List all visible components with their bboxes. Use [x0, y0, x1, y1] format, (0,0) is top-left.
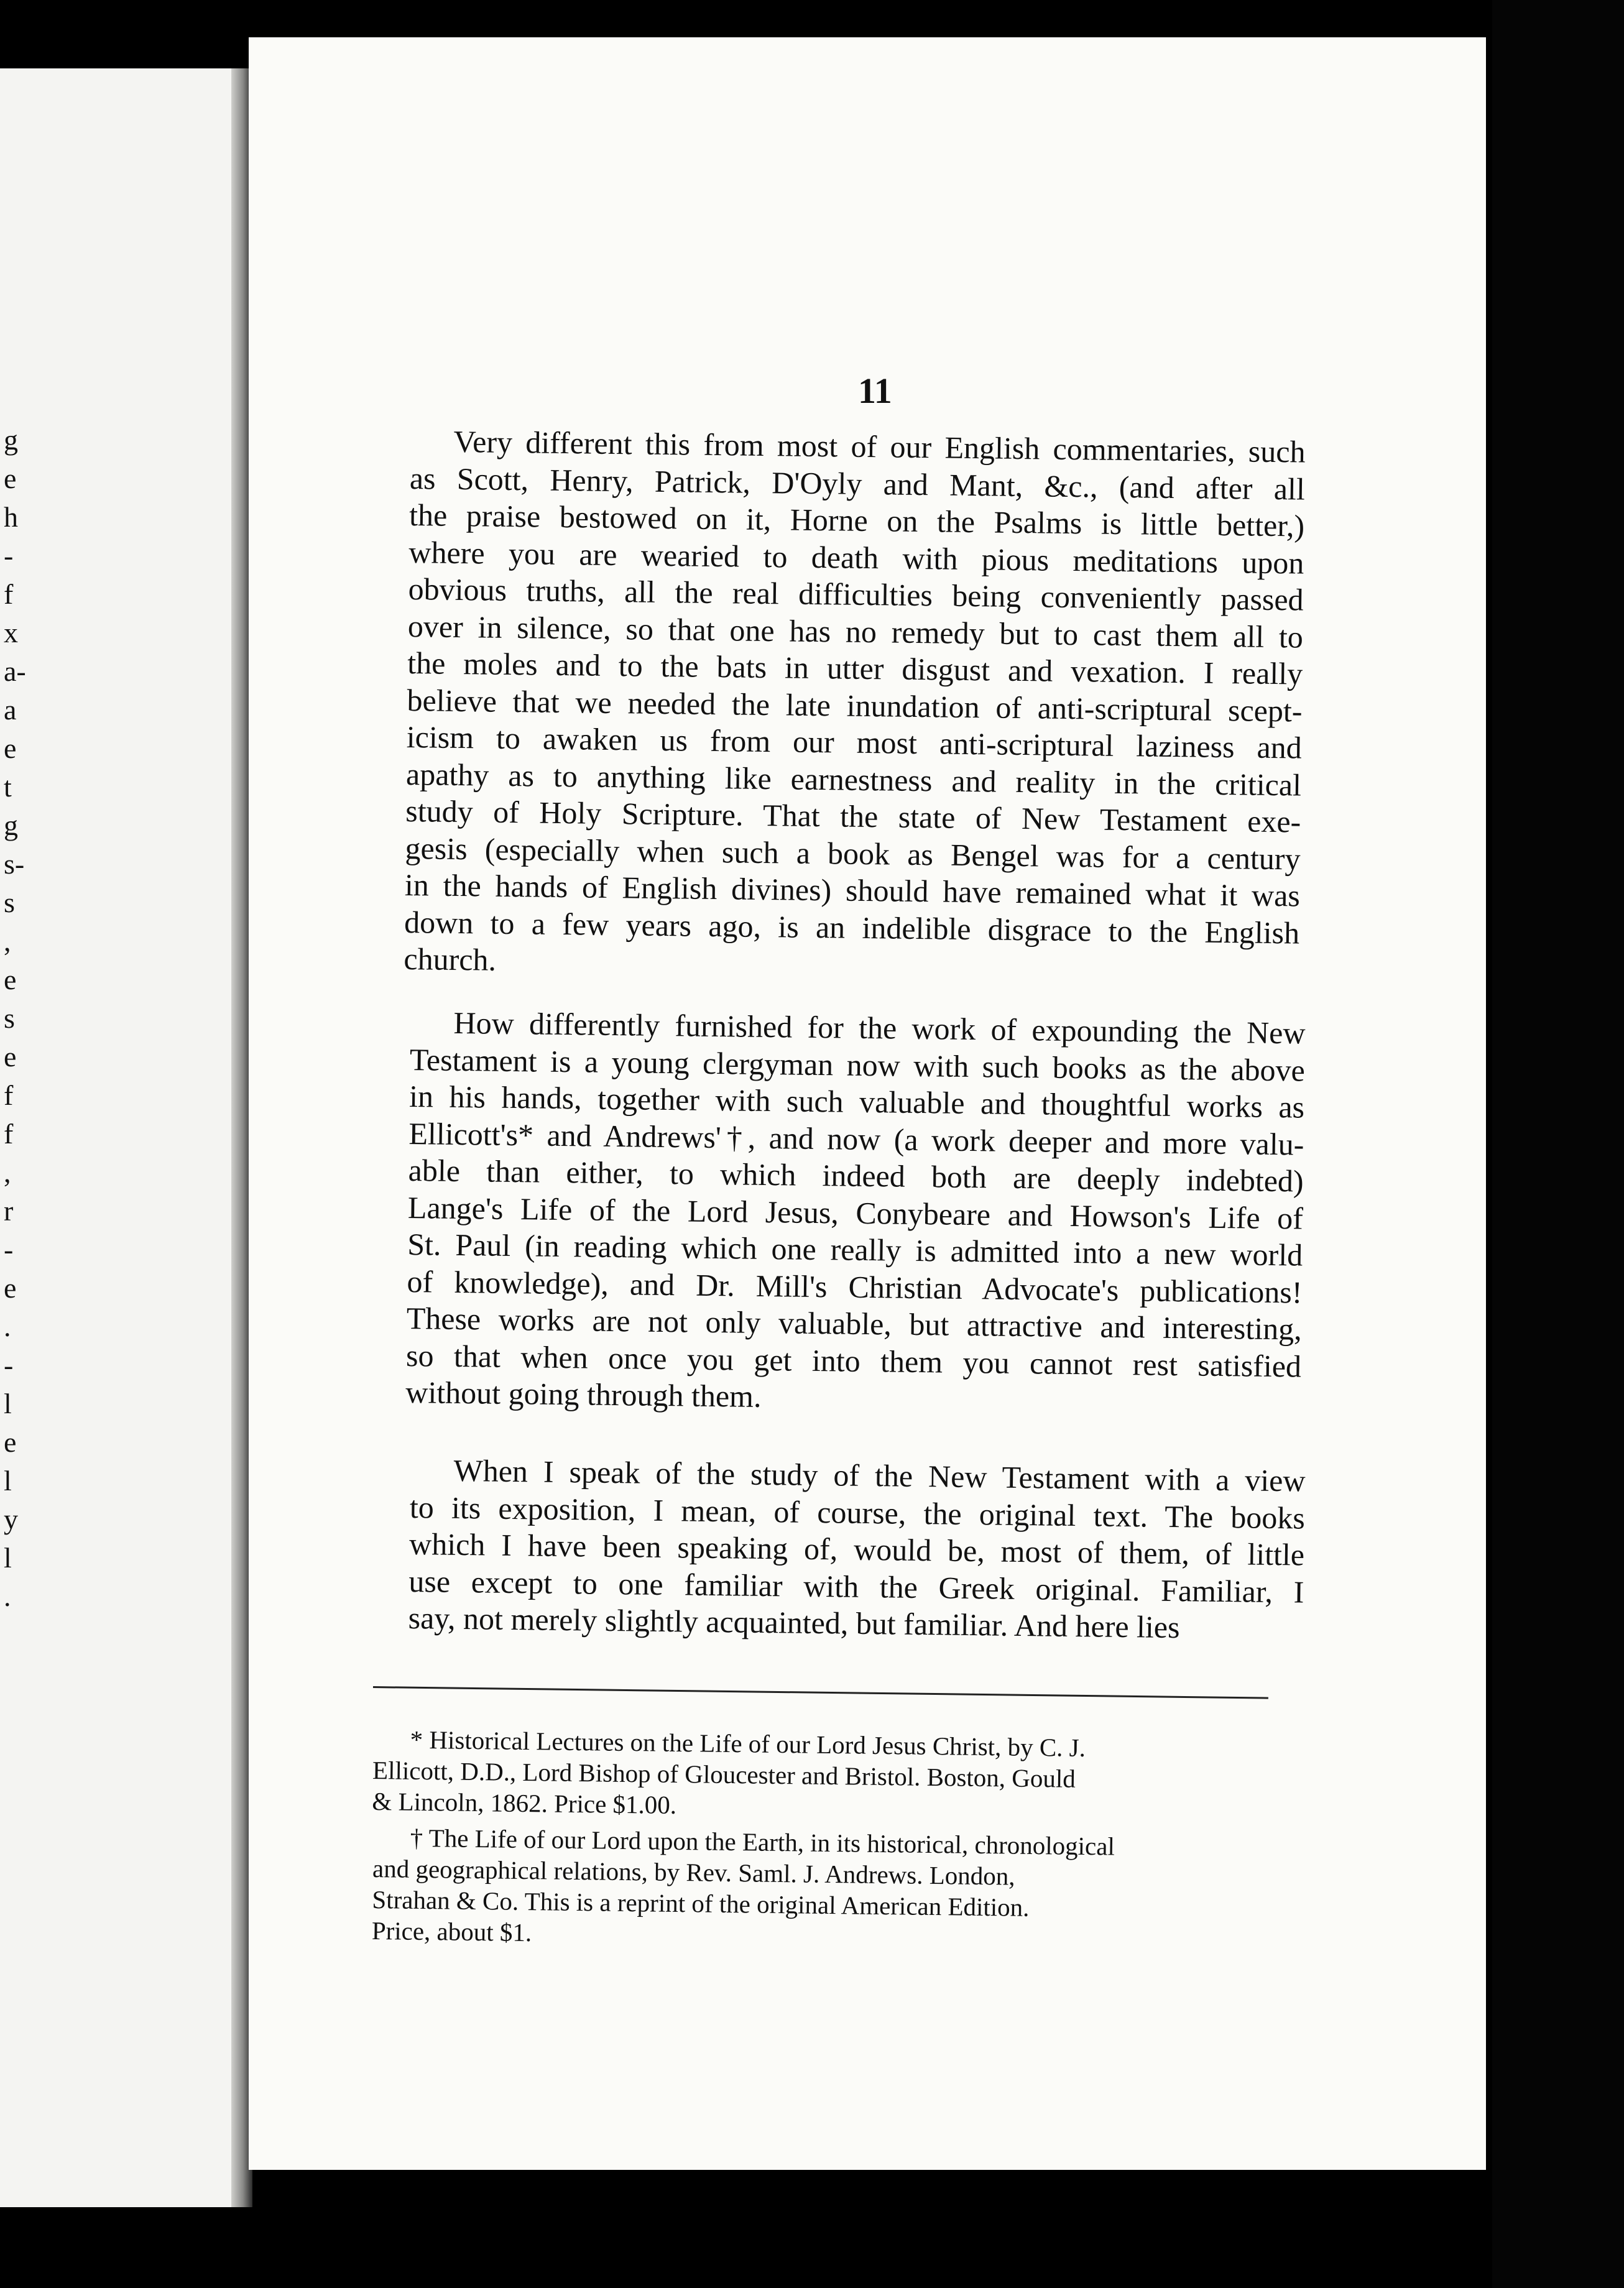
edge-letter: f	[4, 578, 14, 610]
text-line: say, not merely slightly acquainted, but familiar. And here lies	[408, 1600, 1180, 1645]
text-line: icism to awaken us from our most anti-scriptural laziness and	[406, 719, 1303, 765]
facing-page	[0, 68, 239, 2207]
text-line: These works are not only valuable, but attractive and interesting,	[406, 1300, 1303, 1347]
edge-letter: e	[4, 1426, 17, 1458]
edge-letter: y	[4, 1503, 18, 1535]
edge-letter: s	[4, 1002, 15, 1034]
text-line: the praise bestowed on it, Horne on the Psalms is little better,)	[408, 497, 1305, 543]
text-line: where you are wearied to death with pious meditations upon	[408, 534, 1304, 581]
edge-letter: s	[4, 887, 15, 918]
text-line: in his hands, together with such valuable and thoughtful works as	[408, 1078, 1305, 1125]
edge-letter: s-	[4, 848, 25, 880]
edge-letter: ,	[4, 925, 11, 957]
edge-letter: x	[4, 617, 18, 648]
edge-letter: ,	[4, 1156, 11, 1188]
edge-letter: e	[4, 964, 17, 995]
footnote-line: Price, about $1.	[371, 1916, 532, 1947]
text-line: believe that we needed the late inundation of anti-scriptural scept-	[407, 682, 1303, 729]
text-line: in the hands of English divines) should have remained what it was	[404, 867, 1301, 913]
text-line: Testament is a young clergyman now with such books as the above	[409, 1041, 1306, 1088]
edge-letter: t	[4, 771, 12, 803]
paragraph-2	[405, 1004, 1306, 1422]
paragraph-3	[408, 1452, 1306, 1648]
edge-letter: e	[4, 732, 17, 764]
footnote-line: * Historical Lectures on the Life of our Lord Jesus Christ, by C. J.	[410, 1725, 1086, 1763]
edge-letter: -	[4, 540, 14, 571]
footnote-2	[372, 1822, 1243, 1957]
text-line: down to a few years ago, is an indelible disgrace to the English	[404, 904, 1300, 951]
edge-letter: g	[4, 810, 18, 841]
text-line: study of Holy Scripture. That the state of New Testament exe-	[405, 793, 1301, 839]
footnote-line: Ellicott, D.D., Lord Bishop of Gloucester and Bristol. Boston, Gould	[372, 1755, 1076, 1793]
text-line: to its exposition, I mean, of course, the original text. The books	[409, 1489, 1306, 1536]
text-line: Ellicott's* and Andrews'†, and now (a work deeper and more valu-	[408, 1115, 1304, 1162]
edge-letter: f	[4, 1079, 14, 1111]
text-line: over in silence, so that one has no remedy but to cast them all to	[407, 608, 1304, 655]
edge-letter: r	[4, 1195, 14, 1227]
edge-letter: -	[4, 1234, 14, 1265]
edge-letter: e	[4, 463, 17, 494]
text-line: without going through them.	[405, 1374, 762, 1414]
edge-letter: l	[4, 1542, 12, 1574]
text-line: Lange's Life of the Lord Jesus, Conybeare and Howson's Life of	[407, 1189, 1304, 1236]
text-line: of knowledge), and Dr. Mill's Christian Advocate's publications!	[407, 1263, 1303, 1310]
edge-letter: f	[4, 1118, 14, 1150]
edge-letter: l	[4, 1388, 12, 1419]
footnote-line: and geographical relations, by Rev. Saml. J. Andrews. London,	[372, 1853, 1015, 1891]
edge-letter: h	[4, 501, 18, 533]
edge-letter: e	[4, 1041, 17, 1072]
text-line: When I speak of the study of the New Testament with a view	[453, 1452, 1306, 1498]
footnote-line: Strahan & Co. This is a reprint of the original American Edition.	[372, 1884, 1030, 1922]
text-line: the moles and to the bats in utter disgust and vexation. I really	[407, 645, 1303, 691]
text-line: so that when once you get into them you cannot rest satisfied	[405, 1337, 1302, 1384]
text-line: gesis (especially when such a book as Bengel was for a century	[405, 830, 1301, 877]
text-line: which I have been speaking of, would be, most of them, of little	[408, 1526, 1305, 1572]
footnote-line: † The Life of our Lord upon the Earth, in its historical, chronological	[410, 1823, 1115, 1861]
text-line: apathy as to anything like earnestness and reality in the critical	[405, 756, 1302, 803]
edge-letter: e	[4, 1272, 17, 1304]
paragraph-1	[404, 423, 1306, 989]
edge-letter: -	[4, 1349, 14, 1381]
facing-page-edge-letters	[4, 68, 29, 1934]
edge-letter: .	[4, 1580, 11, 1612]
edge-letter: l	[4, 1465, 12, 1497]
text-line: How differently furnished for the work of expounding the New	[453, 1005, 1306, 1051]
footnote-1	[372, 1723, 1243, 1827]
edge-letter: a-	[4, 655, 26, 687]
page-number: 11	[858, 371, 892, 411]
text-line: able than either, to which indeed both are deeply indebted)	[408, 1152, 1304, 1199]
edge-letter: .	[4, 1311, 11, 1342]
text-line: use except to one familiar with the Greek original. Familiar, I	[408, 1563, 1304, 1610]
text-line: church.	[404, 941, 497, 977]
edge-letter: a	[4, 694, 17, 726]
text-line: St. Paul (in reading which one really is admitted into a new world	[407, 1226, 1303, 1273]
footnote-line: & Lincoln, 1862. Price $1.00.	[372, 1786, 677, 1819]
text-line: as Scott, Henry, Patrick, D'Oyly and Mant, &c., (and after all	[409, 460, 1306, 507]
edge-letter: g	[4, 424, 18, 456]
text-line: Very different this from most of our English commentaries, such	[453, 423, 1306, 469]
scan-border	[1492, 0, 1624, 2288]
text-line: obvious truths, all the real difficulties being conveniently passed	[408, 571, 1304, 617]
